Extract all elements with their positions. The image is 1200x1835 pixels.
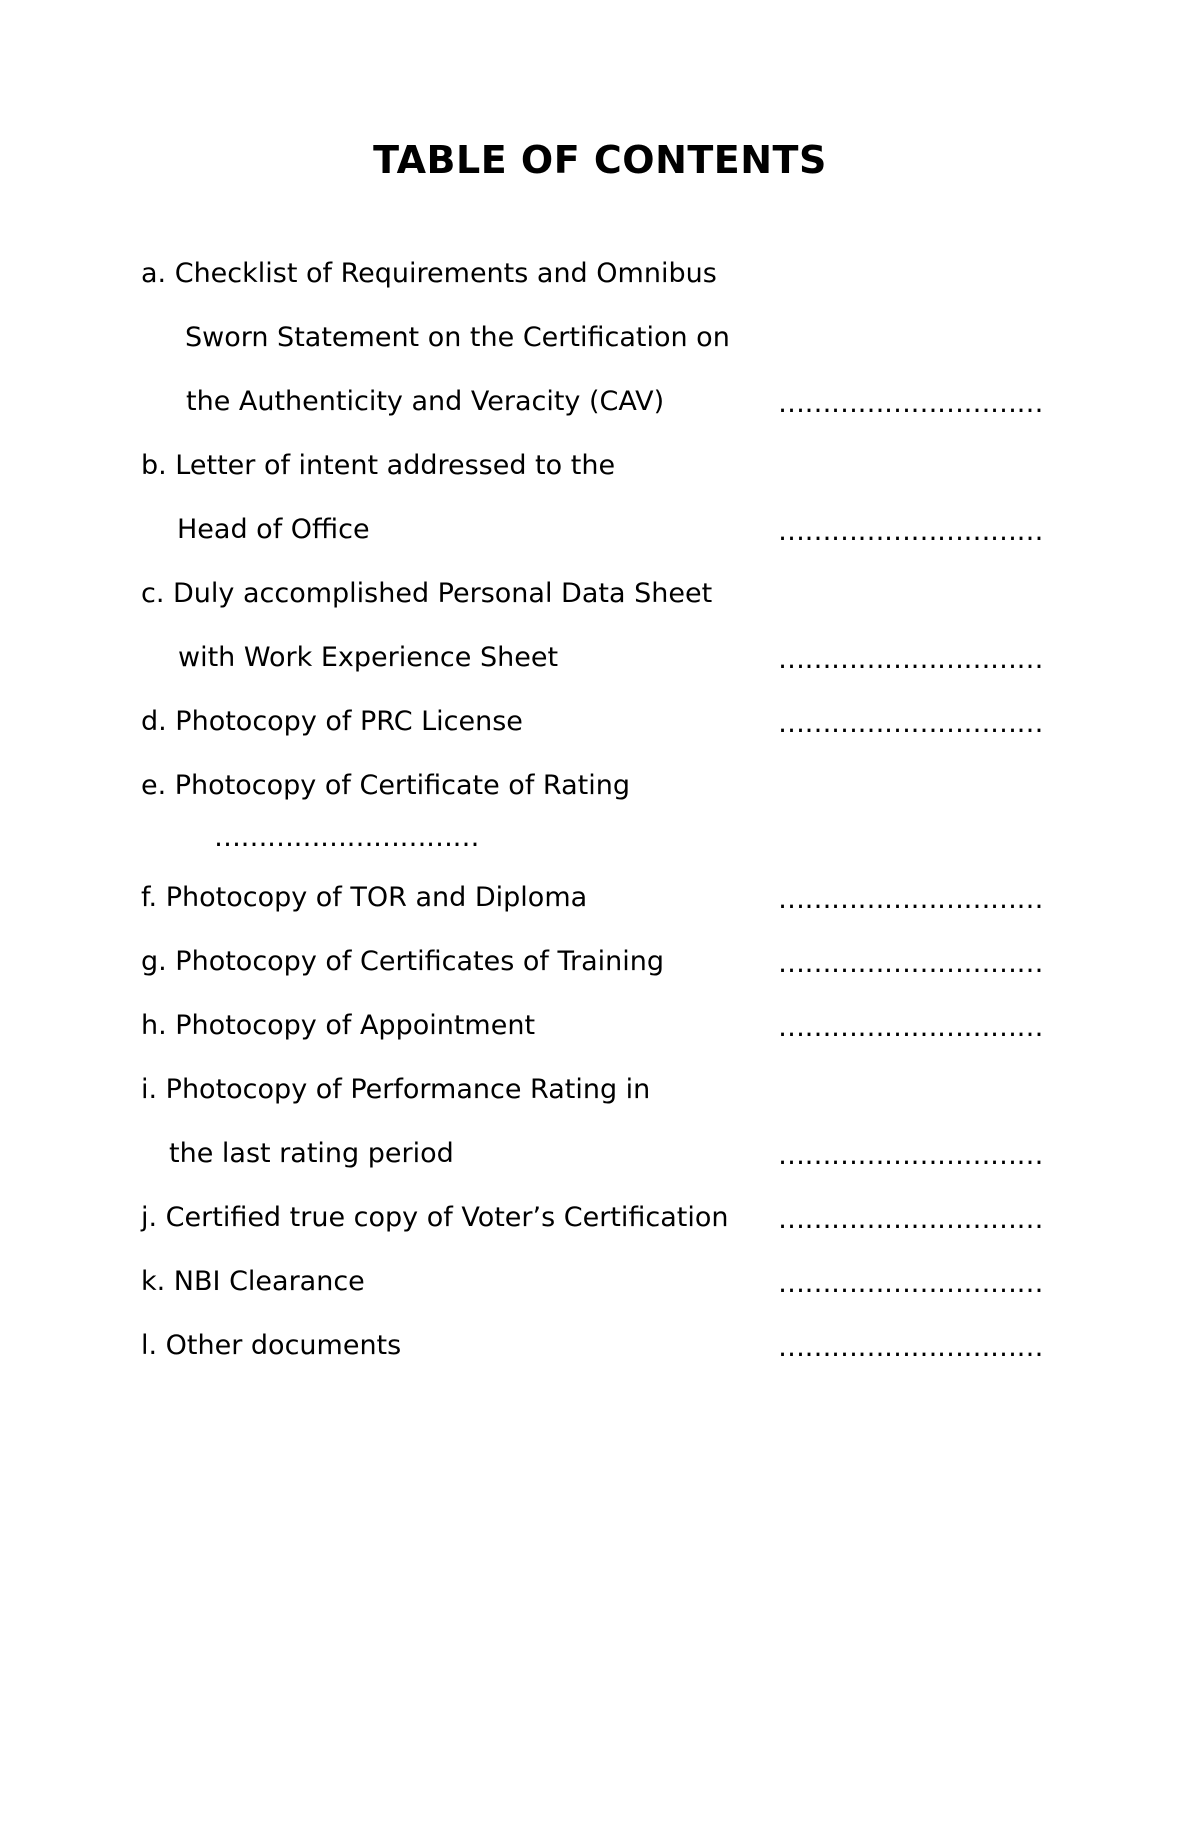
toc-leader-e: ………………………… bbox=[214, 822, 479, 853]
toc-item-i-line-1: i. Photocopy of Performance Rating in bbox=[141, 1074, 651, 1105]
toc-item-g-line-1: g. Photocopy of Certificates of Training bbox=[141, 946, 665, 977]
toc-leader-a: ………………………… bbox=[778, 388, 1043, 419]
toc-item-d-line-1: d. Photocopy of PRC License bbox=[141, 706, 523, 737]
toc-item-f-line-1: f. Photocopy of TOR and Diploma bbox=[141, 882, 588, 913]
toc-item-c-line-1: c. Duly accomplished Personal Data Sheet bbox=[141, 578, 713, 609]
toc-item-a-line-2: Sworn Statement on the Certification on bbox=[185, 322, 730, 353]
toc-item-j-line-1: j. Certified true copy of Voter’s Certification bbox=[141, 1202, 729, 1233]
toc-item-c-line-2: with Work Experience Sheet bbox=[178, 642, 559, 673]
toc-item-l-line-1: l. Other documents bbox=[141, 1330, 402, 1361]
toc-leader-g: ………………………… bbox=[778, 948, 1043, 979]
toc-leader-k: ………………………… bbox=[778, 1268, 1043, 1299]
toc-item-i-line-2: the last rating period bbox=[169, 1138, 454, 1169]
toc-leader-c: ………………………… bbox=[778, 644, 1043, 675]
toc-item-h-line-1: h. Photocopy of Appointment bbox=[141, 1010, 536, 1041]
toc-leader-j: ………………………… bbox=[778, 1204, 1043, 1235]
toc-item-b-line-1: b. Letter of intent addressed to the bbox=[141, 450, 616, 481]
toc-leader-l: ………………………… bbox=[778, 1332, 1043, 1363]
toc-item-k-line-1: k. NBI Clearance bbox=[141, 1266, 365, 1297]
toc-item-a-line-3: the Authenticity and Veracity (CAV) bbox=[186, 386, 665, 417]
page-title: TABLE OF CONTENTS bbox=[373, 138, 827, 182]
toc-leader-b: ………………………… bbox=[778, 516, 1043, 547]
toc-leader-h: ………………………… bbox=[778, 1012, 1043, 1043]
toc-leader-d: ………………………… bbox=[778, 708, 1043, 739]
toc-item-b-line-2: Head of Office bbox=[177, 514, 370, 545]
toc-item-a-line-1: a. Checklist of Requirements and Omnibus bbox=[141, 258, 717, 289]
toc-leader-f: ………………………… bbox=[778, 884, 1043, 915]
toc-item-e-line-1: e. Photocopy of Certificate of Rating bbox=[141, 770, 630, 801]
toc-leader-i: ………………………… bbox=[778, 1140, 1043, 1171]
